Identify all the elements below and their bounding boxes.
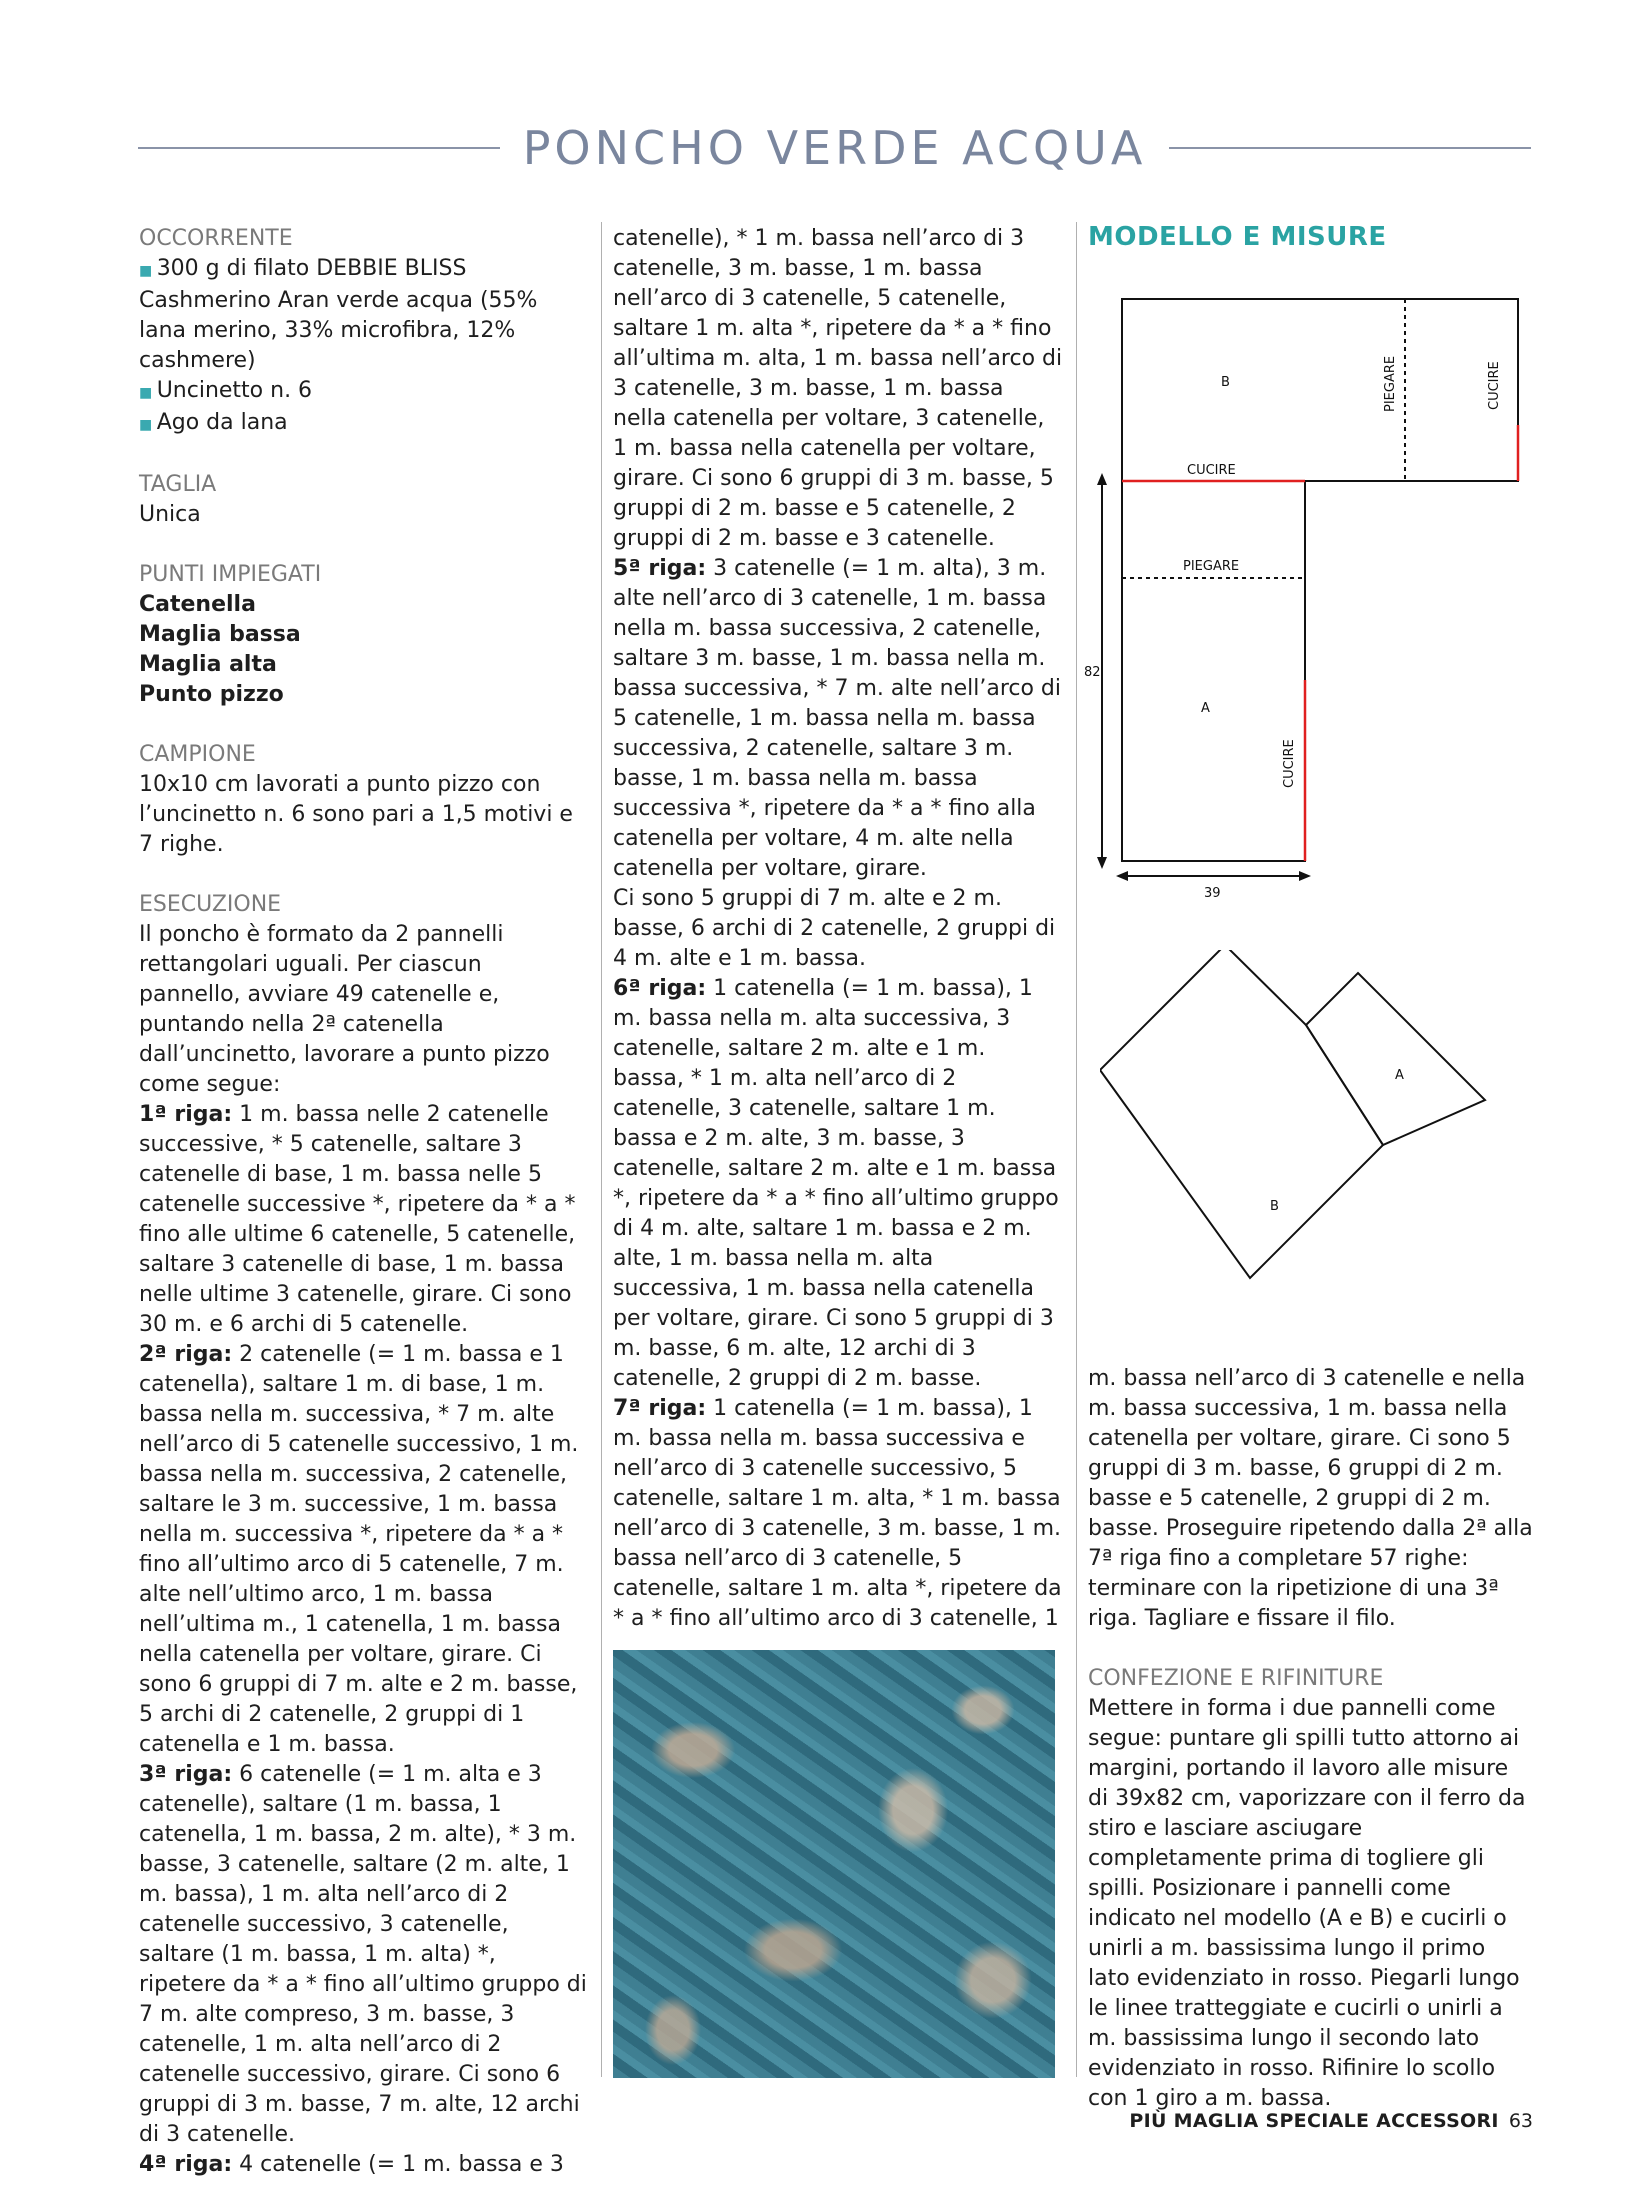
model-heading: MODELLO E MISURE xyxy=(1088,222,1387,252)
riga-7-continuation: m. bassa nell’arco di 3 catenelle e nella m. bassa successiva, 1 m. bassa nella catenella per voltare, girare. Ci sono 5 gruppi di 3 m. basse, 6 gruppi di 2 m. basse e 5 catenelle, 2 gruppi di 2 m. basse. Proseguire ripetendo dalla 2ª alla 7ª riga fino a completare 57 righe: terminare con la ripetizione di una 3ª riga. Tagliare e fissare il filo. xyxy=(1088,1366,1533,1631)
esecuzione-heading: ESECUZIONE xyxy=(139,892,282,917)
occorrente-item: ■ 300 g di filato DEBBIE BLISS Cashmerino Aran verde acqua (55% lana merino, 33% microfibra, 12% cashmere) xyxy=(139,254,589,376)
occorrente-item: ■ Ago da lana xyxy=(139,408,589,440)
occorrente-item: ■ Uncinetto n. 6 xyxy=(139,376,589,408)
riga-2-text: 2 catenelle (= 1 m. bassa e 1 catenella), saltare 1 m. di base, 1 m. bassa nella m. successiva, * 7 m. alte nell’arco di 5 catenelle successivo, 1 m. bassa nella m. successiva, 2 catenelle, saltare le 3 m. successive, 1 m. bassa nella m. successiva *, ripetere da * a * fino all’ultimo arco di 5 catenelle, 7 m. alte nell’ultimo arco, 1 m. bassa nell’ultima m., 1 catenella, 1 m. bassa nella catenella per voltare, girare. Ci sono 6 gruppi di 7 m. alte e 2 m. basse, 5 archi di 2 catenelle, 2 gruppi di 1 catenella e 1 m. bassa. xyxy=(139,1342,579,1757)
punto-item: Maglia alta xyxy=(139,652,277,677)
riga-4-continuation: catenelle), * 1 m. bassa nell’arco di 3 catenelle, 3 m. basse, 1 m. bassa nell’arco di 3 catenelle, 5 catenelle, saltare 1 m. alta *, ripetere da * a * fino all’ultima m. alta, 1 m. bassa nell’arco di 3 catenelle, 3 m. basse, 1 m. bassa nella catenella per voltare, 3 catenelle, 1 m. bassa nella catenella per voltare, girare. Ci sono 6 gruppi di 3 m. basse, 5 gruppi di 2 m. basse e 5 catenelle, 2 gruppi di 2 m. basse e 3 catenelle. xyxy=(613,226,1063,551)
label-cucire-horizontal: CUCIRE xyxy=(1187,463,1236,478)
height-arrow-bottom xyxy=(1097,857,1107,869)
column-divider-1 xyxy=(601,222,602,2077)
riga-1-label: 1ª riga: xyxy=(139,1102,233,1127)
column-2 xyxy=(613,224,1063,1634)
taglia-value: Unica xyxy=(139,502,201,527)
riga-4-paragraph xyxy=(139,2150,589,2180)
riga-5-paragraph xyxy=(613,554,1063,884)
riga-1-paragraph xyxy=(139,1100,589,1340)
riga-2-paragraph xyxy=(139,1340,589,1760)
riga-5-label: 5ª riga: xyxy=(613,556,707,581)
label-a: A xyxy=(1201,701,1210,716)
riga-7-text: 1 catenella (= 1 m. bassa), 1 m. bassa nella m. bassa successiva e nell’arco di 3 catenelle successivo, 5 catenelle, saltare 1 m. alta, * 1 m. bassa nell’arco di 3 catenelle, 3 m. basse, 1 m. bassa nell’arco di 3 catenelle, 5 catenelle, saltare 1 m. alta *, ripetere da * a * fino all’ultimo arco di 3 catenelle, 1 xyxy=(613,1396,1062,1631)
riga-6-text: 1 catenella (= 1 m. bassa), 1 m. bassa nella m. alta successiva, 3 catenelle, saltare 2 m. alte e 1 m. bassa, * 1 m. alta nell’arco di 2 catenelle, 3 catenelle, saltare 1 m. bassa e 2 m. alte, 3 m. basse, 3 catenelle, saltare 2 m. alte e 1 m. bassa *, ripetere da * a * fino all’ultimo gruppo di 4 m. alte, saltare 1 m. bassa e 2 m. alte, 1 m. bassa nella m. alta successiva, 1 m. bassa nella catenella per voltare, girare. Ci sono 5 gruppi di 3 m. basse, 6 m. alte, 12 archi di 3 catenelle, 2 gruppi di 2 m. basse. xyxy=(613,976,1059,1391)
page-number: 63 xyxy=(1508,2110,1533,2132)
riga-6-label: 6ª riga: xyxy=(613,976,707,1001)
column-1 xyxy=(139,224,589,2180)
campione-text: 10x10 cm lavorati a punto pizzo con l’uncinetto n. 6 sono pari a 1,5 motivi e 7 righe. xyxy=(139,772,573,857)
page-footer xyxy=(1129,2109,1533,2133)
punto-item: Catenella xyxy=(139,592,256,617)
height-arrow-top xyxy=(1097,473,1107,485)
riga-4-text: 4 catenelle (= 1 m. bassa e 3 xyxy=(232,2152,564,2177)
campione-heading: CAMPIONE xyxy=(139,742,256,767)
page-title: PONCHO VERDE ACQUA xyxy=(522,121,1147,175)
column-divider-2 xyxy=(1076,222,1077,2077)
esecuzione-intro: Il poncho è formato da 2 pannelli rettangolari uguali. Per ciascun pannello, avviare 49 catenelle e, puntando nella 2ª catenella dall’uncinetto, lavorare a punto pizzo come segue: xyxy=(139,922,550,1097)
riga-4-label: 4ª riga: xyxy=(139,2152,233,2177)
label-piegare-vertical: PIEGARE xyxy=(1383,355,1398,412)
label-width: 39 xyxy=(1204,886,1221,900)
panel-layout-diagram xyxy=(1080,280,1530,900)
riga-7-label: 7ª riga: xyxy=(613,1396,707,1421)
punto-item: Maglia bassa xyxy=(139,622,301,647)
confezione-heading: CONFEZIONE E RIFINITURE xyxy=(1088,1666,1384,1691)
column-3 xyxy=(1088,1364,1533,2114)
label-cucire-vertical-a: CUCIRE xyxy=(1282,739,1297,788)
riga-7-paragraph xyxy=(613,1394,1063,1634)
label-piegare-horizontal: PIEGARE xyxy=(1183,559,1240,574)
width-arrow-left xyxy=(1116,871,1128,881)
riga-3-text: 6 catenelle (= 1 m. alta e 3 catenelle), saltare (1 m. bassa, 1 catenella, 1 m. bassa, 2 m. alte), * 3 m. basse, 3 catenelle, saltare (2 m. alte, 1 m. bassa), 1 m. alta nell’arco di 2 catenelle successivo, 3 catenelle, saltare (1 m. bassa, 1 m. alta) *, ripetere da * a * fino all’ultimo gruppo di 7 m. alte compreso, 3 m. basse, 3 catenelle, 1 m. alta nell’arco di 2 catenelle successivo, girare. Ci sono 6 gruppi di 3 m. basse, 7 m. alte, 12 archi di 3 catenelle. xyxy=(139,1762,587,2147)
riga-1-text: 1 m. bassa nelle 2 catenelle successive, * 5 catenelle, saltare 3 catenelle di base, 1 m. bassa nelle 5 catenelle successive *, ripetere da * a * fino alle ultime 6 catenelle, 5 catenelle, saltare 3 catenelle di base, 1 m. bassa nelle ultime 3 catenelle, girare. Ci sono 30 m. e 6 archi di 5 catenelle. xyxy=(139,1102,576,1337)
taglia-heading: TAGLIA xyxy=(139,472,217,497)
riga-3-label: 3ª riga: xyxy=(139,1762,233,1787)
riga-3-paragraph xyxy=(139,1760,589,2150)
riga-6-paragraph xyxy=(613,974,1063,1394)
title-rule-left xyxy=(138,147,500,149)
folded-label-b: B xyxy=(1270,1199,1279,1214)
panel-b-outline xyxy=(1122,299,1518,481)
occorrente-heading: OCCORRENTE xyxy=(139,226,293,251)
width-arrow-right xyxy=(1299,871,1311,881)
panel-a-outline xyxy=(1122,481,1305,861)
confezione-text: Mettere in forma i due pannelli come segue: puntare gli spilli tutto attorno ai margini, portando il lavoro alle misure di 39x82 cm, vaporizzare con il ferro da stiro e lasciare asciugare completamente prima di togliere gli spilli. Posizionare i pannelli come indicato nel modello (A e B) e cucirli o unirli a m. bassissima lungo il primo lato evidenziato in rosso. Piegarli lungo le linee tratteggiate e cucirli o unirli a m. bassissima lungo il secondo lato evidenziato in rosso. Rifinire lo scollo con 1 giro a m. bassa. xyxy=(1088,1696,1526,2111)
folded-label-a: A xyxy=(1395,1068,1404,1083)
label-cucire-vertical: CUCIRE xyxy=(1487,361,1502,410)
folded-poncho-diagram xyxy=(1100,950,1520,1290)
label-b: B xyxy=(1221,375,1230,390)
title-row xyxy=(138,118,1531,178)
punto-item: Punto pizzo xyxy=(139,682,284,707)
riga-2-label: 2ª riga: xyxy=(139,1342,233,1367)
punti-heading: PUNTI IMPIEGATI xyxy=(139,562,322,587)
riga-5-extra: Ci sono 5 gruppi di 7 m. alte e 2 m. basse, 6 archi di 2 catenelle, 2 gruppi di 4 m. alte e 1 m. bassa. xyxy=(613,886,1056,971)
crochet-lace-photo xyxy=(613,1650,1055,2078)
title-rule-right xyxy=(1169,147,1531,149)
folded-panel-a xyxy=(1306,973,1485,1145)
riga-5-text: 3 catenelle (= 1 m. alta), 3 m. alte nell’arco di 3 catenelle, 1 m. bassa nella m. bassa successiva, 2 catenelle, saltare 3 m. basse, 1 m. bassa nella m. bassa successiva, * 7 m. alte nell’arco di 5 catenelle, 1 m. bassa nella m. bassa successiva, 2 catenelle, saltare 3 m. basse, 1 m. bassa nella m. bassa successiva *, ripetere da * a * fino alla catenella per voltare, 4 m. alte nella catenella per voltare, girare. xyxy=(613,556,1062,881)
folded-panel-b xyxy=(1100,950,1383,1278)
publication-name: PIÙ MAGLIA SPECIALE ACCESSORI xyxy=(1129,2110,1499,2132)
label-height: 82 xyxy=(1084,665,1101,680)
